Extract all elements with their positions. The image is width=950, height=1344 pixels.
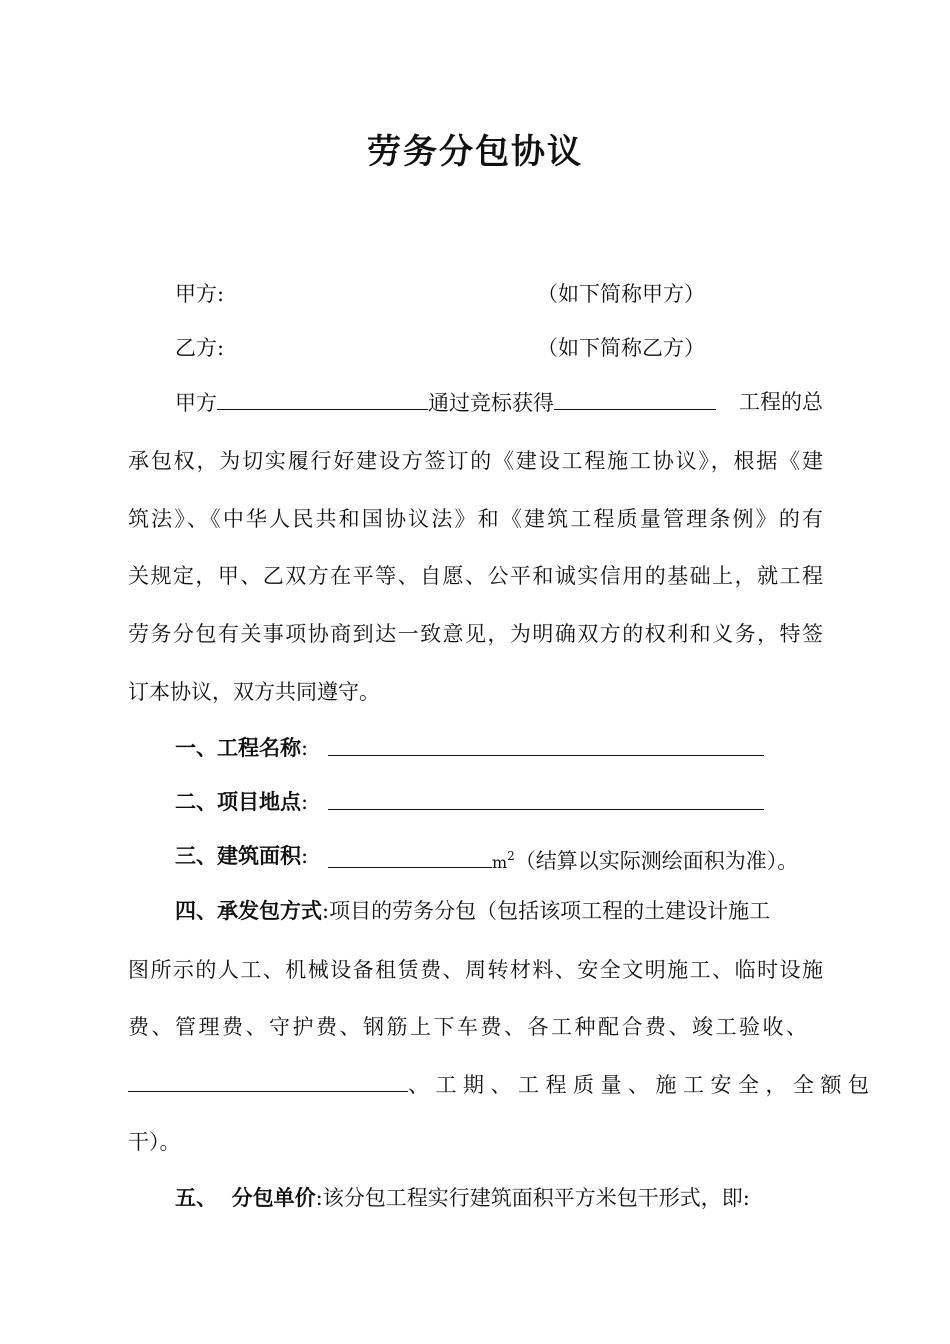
- item-contract-method-line-2: 图所示的人工、机械设备租赁费、周转材料、安全文明施工、临时设施: [128, 958, 823, 982]
- item-contract-method-line-4: [128, 1069, 876, 1100]
- item-contract-method-line-1: [128, 896, 823, 926]
- area-note: （结算以实际测绘面积为准）。: [514, 849, 799, 873]
- colon: :: [301, 736, 309, 760]
- item-label: 一、工程名称: [175, 735, 301, 760]
- area-unit: m: [492, 853, 508, 872]
- item-label: 五、 分包单价: [175, 1185, 316, 1210]
- item-project-name: [128, 733, 823, 763]
- item-text: 该分包工程实行建筑面积平方米包干形式，即:: [322, 1186, 750, 1210]
- project-name-field: [328, 733, 764, 756]
- colon: :: [301, 790, 309, 814]
- item-project-location: [128, 787, 823, 817]
- intro-line-6: 订本协议，双方共同遵守。: [128, 680, 380, 704]
- party-a-label: 甲方:: [175, 282, 225, 306]
- item-label: 四、承发包方式: [175, 898, 322, 923]
- item-label: 三、建筑面积: [175, 843, 301, 868]
- party-b-note: （如下简称乙方）: [537, 336, 705, 360]
- item-building-area: [128, 841, 823, 871]
- intro-line-5: 劳务分包有关事项协商到达一致意见，为明确双方的权利和义务，特签: [128, 622, 823, 646]
- item-contract-method-line-5: 干）。: [128, 1130, 181, 1154]
- intro-text: 通过竞标获得: [428, 391, 554, 415]
- colon: :: [322, 899, 330, 923]
- party-a-name-blank: [217, 387, 428, 410]
- document-title: 劳务分包协议: [367, 132, 583, 172]
- party-b-line: [128, 333, 823, 363]
- item-text: 、工期、工程质量、施工安全，全额包: [408, 1073, 876, 1097]
- building-area-field: [328, 845, 492, 868]
- intro-line-2: 承包权，为切实履行好建设方签订的《建设工程施工协议》，根据《建: [128, 449, 823, 473]
- extra-items-blank: [128, 1069, 408, 1092]
- intro-line-4: 关规定，甲、乙双方在平等、自愿、公平和诚实信用的基础上，就工程: [128, 564, 823, 588]
- intro-line-3: 筑法》、《中华人民共和国协议法》和《建筑工程质量管理条例》的有: [128, 507, 823, 531]
- item-unit-price: [128, 1183, 823, 1213]
- item-text: 项目的劳务分包（包括该项工程的土建设计施工: [329, 899, 771, 923]
- intro-line-1: [128, 387, 823, 418]
- party-a-note: （如下简称甲方）: [537, 282, 705, 306]
- project-location-field: [328, 787, 764, 810]
- party-a-line: [128, 279, 823, 309]
- party-b-label: 乙方:: [175, 336, 225, 360]
- item-contract-method-line-3: 费、管理费、守护费、钢筋上下车费、各工种配合费、竣工验收、: [128, 1015, 810, 1039]
- intro-text: 工程的总: [739, 390, 823, 414]
- colon: :: [301, 844, 309, 868]
- project-name-blank: [554, 387, 716, 410]
- item-label: 二、项目地点: [175, 789, 301, 814]
- area-unit-sup: 2: [507, 849, 515, 863]
- intro-text: 甲方: [175, 391, 217, 415]
- colon: :: [315, 1186, 323, 1210]
